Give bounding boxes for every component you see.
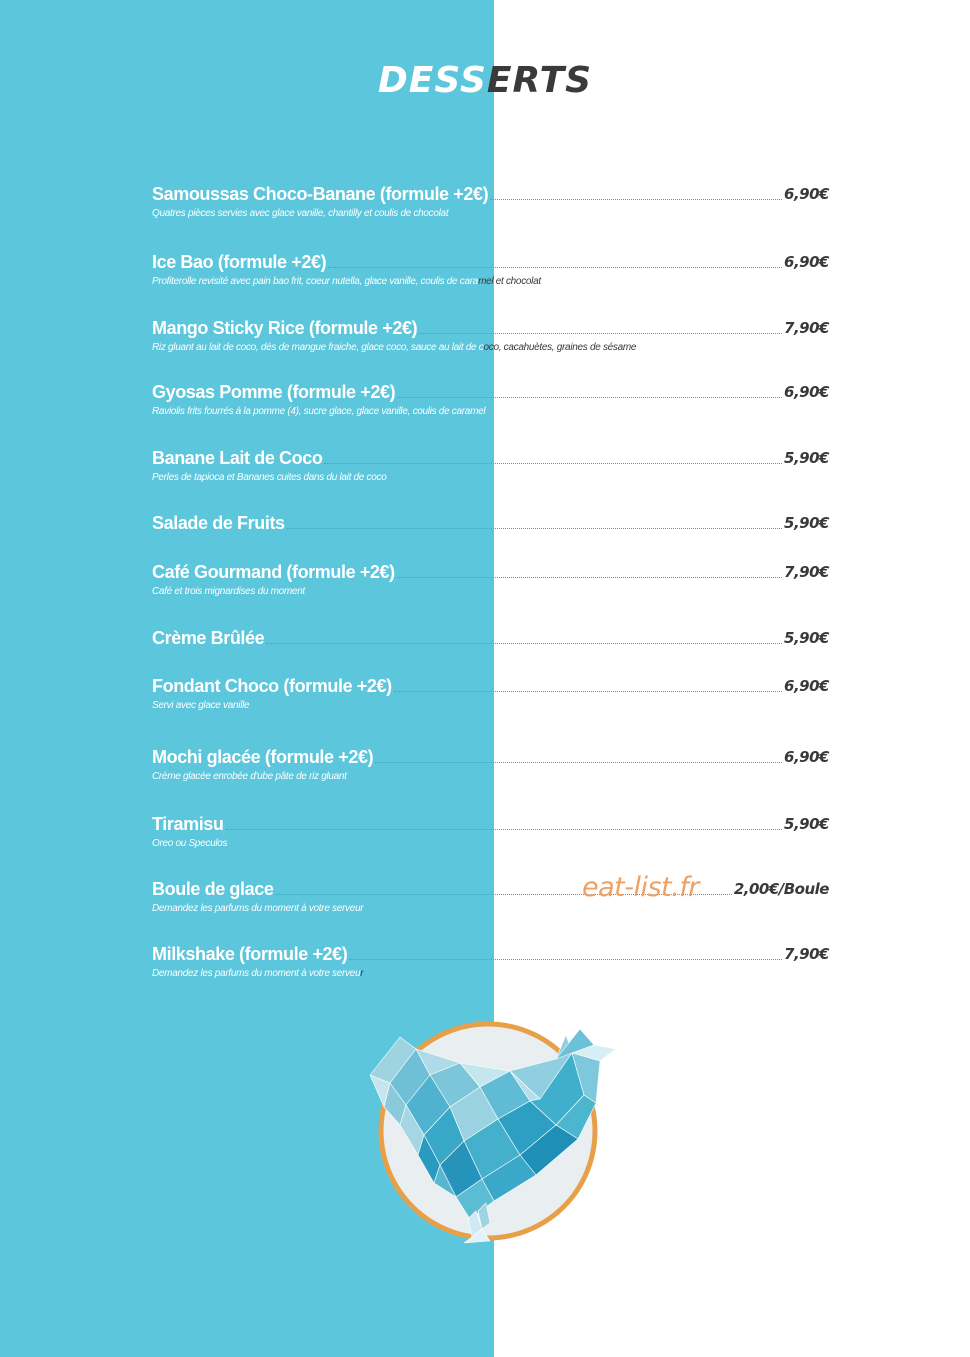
menu-item-price: 6,90€ (784, 383, 829, 401)
description-text: Quatres pièces servies avec glace vanille, chantilly et coulis de chocolat (152, 208, 449, 219)
menu-item-row (152, 942, 829, 968)
page-title (0, 58, 970, 104)
menu-item-name: Fondant Choco (formule +2€) (152, 676, 392, 696)
menu-item-description (152, 342, 829, 354)
menu-item-row (152, 877, 829, 903)
description-text: Servi avec glace vanille (152, 700, 250, 711)
menu-item (152, 380, 829, 418)
menu-item-description (152, 472, 829, 484)
dotted-leader (287, 528, 782, 529)
menu-item-price: 7,90€ (784, 319, 829, 337)
menu-item-price: 6,90€ (784, 748, 829, 766)
menu-item (152, 182, 829, 220)
dotted-leader (397, 577, 782, 578)
menu-item-price: 7,90€ (784, 563, 829, 581)
menu-item-row (152, 182, 829, 208)
menu-item (152, 316, 829, 354)
description-text-continued: oco, cacahuètes, graines de sésame (483, 342, 637, 353)
description-text: Demandez les parfums du moment à votre serveur (152, 903, 364, 914)
dotted-leader (226, 829, 782, 830)
dotted-leader (490, 199, 782, 200)
menu-item-row (152, 745, 829, 771)
menu-item (152, 674, 829, 712)
menu-item-name: Gyosas Pomme (formule +2€) (152, 382, 396, 402)
description-text: Riz gluant au lait de coco, dés de mangue fraiche, glace coco, sauce au lait de c (152, 342, 484, 353)
description-text: Café et trois mignardises du moment (152, 586, 305, 597)
menu-item-name: Mochi glacée (formule +2€) (152, 747, 374, 767)
dotted-leader (375, 762, 782, 763)
dotted-leader (397, 397, 782, 398)
menu-item (152, 812, 829, 850)
menu-item (152, 877, 829, 915)
menu-item-price: 7,90€ (784, 945, 829, 963)
menu-item-description (152, 208, 829, 220)
menu-item-price: 2,00€/Boule (733, 880, 829, 898)
description-text: Crème glacée enrobée d'ube pâte de riz gluant (152, 771, 347, 782)
dotted-leader (324, 463, 782, 464)
menu-item-description (152, 276, 829, 288)
description-text: Raviolis frits fourrés à la pomme (4), sucre glace, glace vanille, coulis de caramel (152, 406, 486, 417)
menu-item-row (152, 250, 829, 276)
menu-item-price: 5,90€ (784, 514, 829, 532)
menu-item (152, 626, 829, 652)
description-text-continued: mel et chocolat (478, 276, 541, 287)
menu-item-row (152, 446, 829, 472)
description-text: Profiterolle revisité avec pain bao frit, coeur nutella, glace vanille, coulis de cara (152, 276, 479, 287)
dotted-leader (328, 267, 782, 268)
dotted-leader (266, 643, 782, 644)
menu-item-price: 6,90€ (784, 677, 829, 695)
menu-item-row (152, 626, 829, 652)
menu-item (152, 745, 829, 783)
menu-item (152, 446, 829, 484)
menu-item-row (152, 511, 829, 537)
menu-item-description (152, 586, 829, 598)
menu-item-description (152, 771, 829, 783)
description-text: Perles de tapioca et Bananes cuites dans du lait de coco (152, 472, 387, 483)
description-text: Demandez les parfums du moment à votre serveu (152, 968, 361, 979)
menu-item-price: 5,90€ (784, 815, 829, 833)
menu-item-name: Tiramisu (152, 814, 224, 834)
menu-item-name: Boule de glace (152, 879, 274, 899)
title-part-white: DESS (377, 60, 487, 101)
menu-item-row (152, 380, 829, 406)
menu-item (152, 942, 829, 980)
menu-item (152, 511, 829, 537)
menu-item-price: 6,90€ (784, 253, 829, 271)
geometric-chicken-icon (360, 1015, 620, 1245)
dotted-leader (419, 333, 782, 334)
menu-item-description (152, 700, 829, 712)
menu-item-price: 5,90€ (784, 629, 829, 647)
watermark-text: eat-list.fr (582, 872, 699, 903)
menu-item-name: Samoussas Choco-Banane (formule +2€) (152, 184, 489, 204)
menu-item-description (152, 406, 829, 418)
title-part-dark: ERTS (486, 60, 593, 101)
menu-item-price: 5,90€ (784, 449, 829, 467)
menu-item-name: Café Gourmand (formule +2€) (152, 562, 395, 582)
menu-item-row (152, 674, 829, 700)
menu-item-name: Crème Brûlée (152, 628, 265, 648)
menu-item-name: Banane Lait de Coco (152, 448, 323, 468)
menu-item-description (152, 903, 829, 915)
menu-item-name: Ice Bao (formule +2€) (152, 252, 327, 272)
menu-item-description (152, 838, 829, 850)
menu-item (152, 560, 829, 598)
menu-item-description (152, 968, 829, 980)
menu-item-name: Mango Sticky Rice (formule +2€) (152, 318, 418, 338)
dotted-leader (394, 691, 782, 692)
menu-item (152, 250, 829, 288)
menu-item-name: Salade de Fruits (152, 513, 285, 533)
menu-item-row (152, 560, 829, 586)
menu-item-row (152, 812, 829, 838)
description-text: Oreo ou Speculos (152, 838, 228, 849)
description-text-continued: r (360, 968, 364, 979)
menu-item-price: 6,90€ (784, 185, 829, 203)
dotted-leader (349, 959, 782, 960)
menu-item-name: Milkshake (formule +2€) (152, 944, 348, 964)
menu-item-row (152, 316, 829, 342)
